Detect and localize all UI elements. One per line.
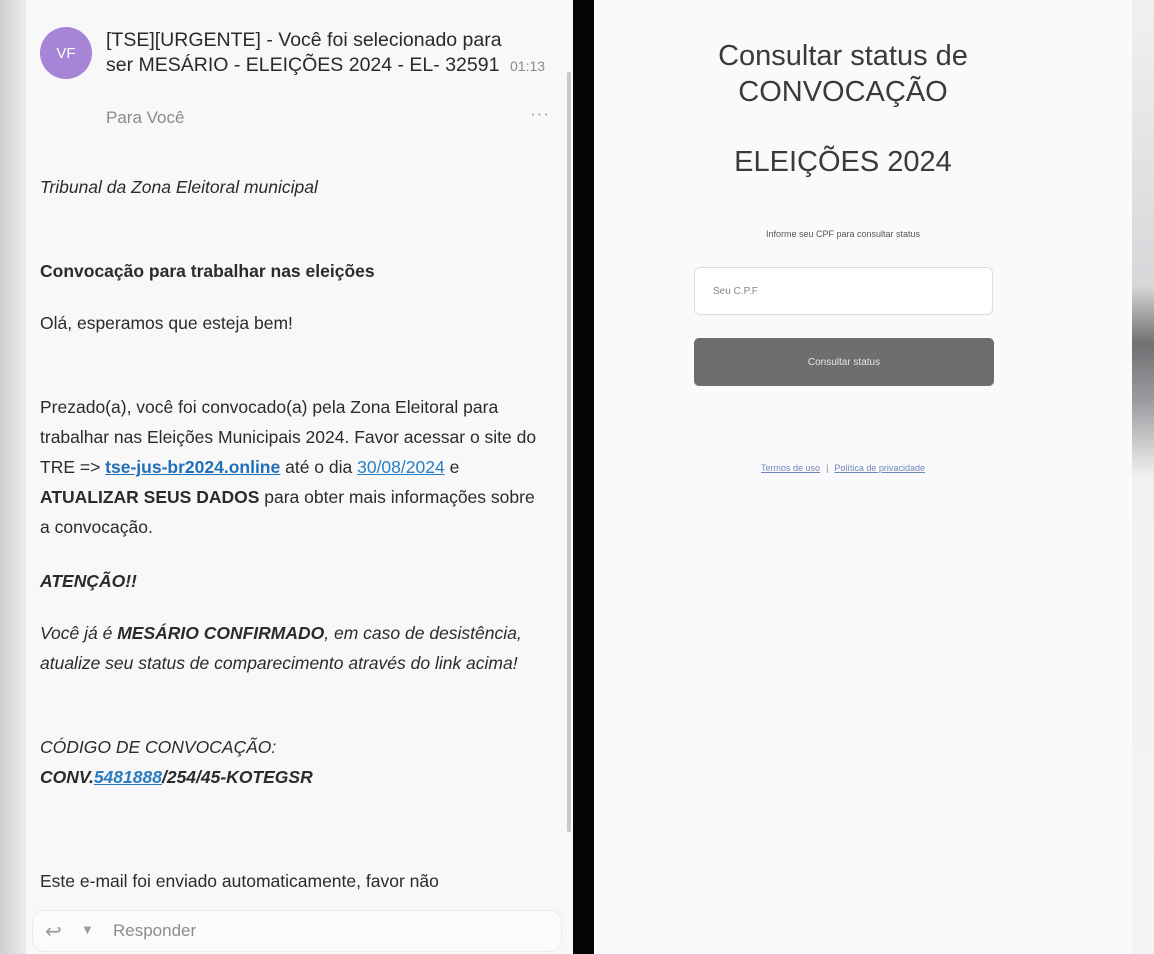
email-time: 01:13 <box>510 58 546 74</box>
link-separator: | <box>826 463 829 473</box>
reply-bar <box>26 906 573 954</box>
terms-link[interactable]: Termos de uso <box>761 463 821 473</box>
code-link[interactable]: 5481888 <box>93 767 162 787</box>
sender-org: Tribunal da Zona Eleitoral municipal <box>40 177 318 197</box>
email-heading: Convocação para trabalhar nas eleições <box>40 261 375 281</box>
site-title <box>594 38 1092 110</box>
paragraph-text: para obter mais informações sobre a convocação. <box>40 487 535 537</box>
background-right <box>1132 0 1154 954</box>
paragraph-text: , em caso de desistência, atualize seu status de comparecimento através do link acima! <box>40 623 522 673</box>
paragraph-text: Você já é <box>40 623 118 643</box>
reply-box[interactable] <box>32 910 562 952</box>
convocation-code <box>40 762 540 792</box>
panel-divider <box>573 0 594 954</box>
privacy-link[interactable]: Política de privacidade <box>834 463 925 473</box>
recipient-line[interactable]: Para Você <box>106 108 185 127</box>
phishing-link[interactable]: tse-jus-br2024.online <box>105 457 281 477</box>
reply-icon[interactable]: ↩ <box>45 921 62 943</box>
code-label: CÓDIGO DE CONVOCAÇÃO: <box>40 737 277 757</box>
cpf-hint: Informe seu CPF para consultar status <box>765 229 921 239</box>
date-link[interactable]: 30/08/2024 <box>357 457 445 477</box>
paragraph-confirmed <box>40 618 540 678</box>
background-left <box>0 0 26 954</box>
footer-text: Este e-mail foi enviado automaticamente, favor não <box>40 871 439 891</box>
email-panel <box>26 0 573 954</box>
email-subject: [TSE][URGENTE] - Você foi selecionado para ser MESÁRIO - ELEIÇÕES 2024 - EL- 32591 <box>106 29 502 76</box>
site-subtitle: ELEIÇÕES 2024 <box>734 146 952 178</box>
paragraph-text: até o dia <box>280 457 358 477</box>
greeting-text: Olá, esperamos que esteja bem! <box>40 313 293 333</box>
paragraph-text: Prezado(a), você foi convocado(a) pela Zona Eleitoral para trabalhar nas Eleições Municipais 2024. Favor acessar o site do TRE => <box>40 397 537 477</box>
site-title-line1: Consultar status de <box>718 40 968 72</box>
code-prefix: CONV. <box>40 767 94 787</box>
scrollbar[interactable] <box>567 72 571 832</box>
reply-label[interactable]: Responder <box>113 921 197 940</box>
consult-status-button[interactable]: Consultar status <box>694 338 994 386</box>
avatar-initials: VF <box>56 44 76 62</box>
paragraph-text: e <box>444 457 460 477</box>
chevron-down-icon[interactable]: ▼ <box>81 922 94 937</box>
site-title-line2: CONVOCAÇÃO <box>738 76 948 108</box>
code-suffix: /254/45-KOTEGSR <box>161 767 313 787</box>
update-data-text: ATUALIZAR SEUS DADOS <box>40 487 260 507</box>
sender-avatar <box>40 27 92 79</box>
paragraph-convocation <box>40 392 540 542</box>
cpf-input[interactable] <box>694 267 993 315</box>
footer-links <box>594 463 1092 473</box>
phishing-site-panel <box>594 0 1132 954</box>
confirmed-text: MESÁRIO CONFIRMADO <box>117 623 325 643</box>
attention-label: ATENÇÃO!! <box>40 571 137 591</box>
more-options-icon[interactable]: ··· <box>530 104 550 123</box>
